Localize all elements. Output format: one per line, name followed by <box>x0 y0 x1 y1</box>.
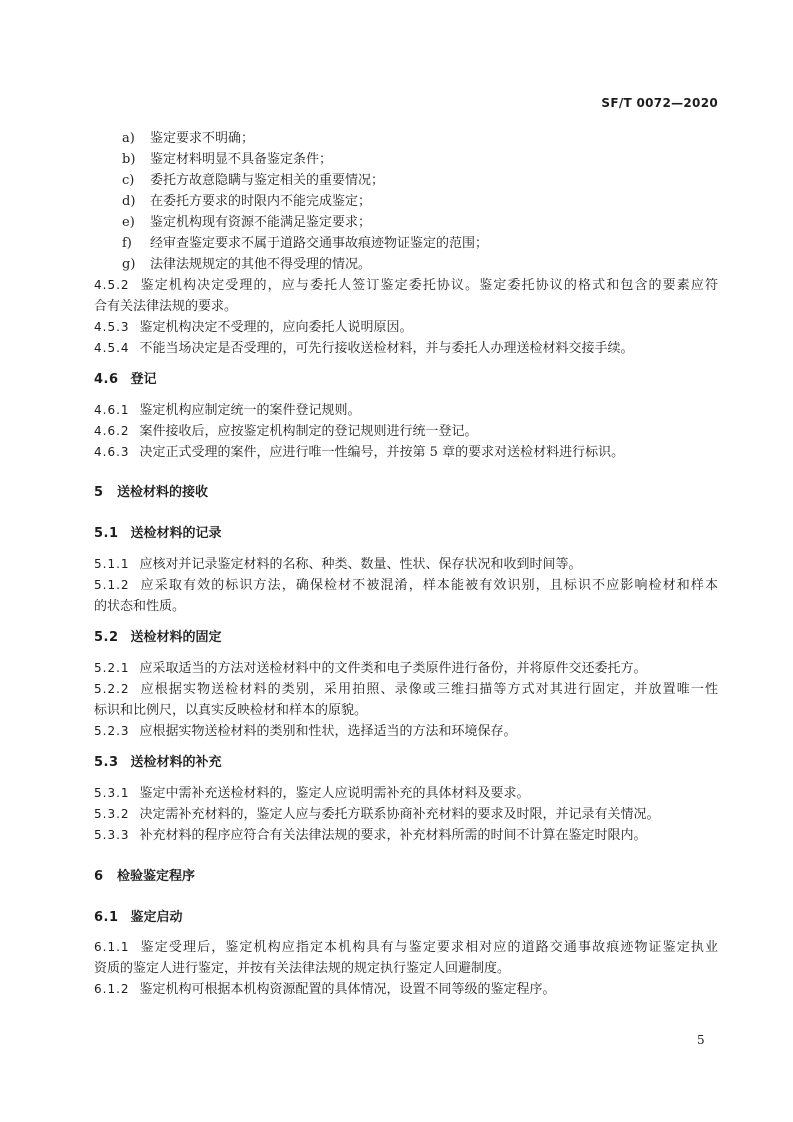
section-number: 5.3 <box>94 755 119 770</box>
clause-4-6-3 <box>94 442 718 463</box>
clause-text: 应核对并记录鉴定材料的名称、种类、数量、性状、保存状况和收到时间等。 <box>139 557 582 572</box>
clause-line: 的状态和性质。 <box>94 599 186 614</box>
clause-number: 4.5.3 <box>94 320 130 334</box>
clause-line <box>94 783 718 804</box>
section-number: 5.1 <box>94 526 119 541</box>
clause-number: 4.6.3 <box>94 445 130 459</box>
clause-number: 4.6.2 <box>94 424 130 438</box>
clause-number: 6.1.2 <box>94 982 130 996</box>
clause-line <box>94 338 718 359</box>
clause-line <box>94 400 718 421</box>
clause-5-3-3 <box>94 825 718 846</box>
clause-4-6-1 <box>94 400 718 421</box>
clause-line <box>94 317 718 338</box>
clause-text: 鉴定机构决定不受理的，应向委托人说明原因。 <box>139 320 413 335</box>
clause-text: 鉴定机构可根据本机构资源配置的具体情况，设置不同等级的鉴定程序。 <box>139 982 556 997</box>
list-item-label: g) <box>122 257 136 272</box>
clause-line <box>94 658 718 679</box>
section-number: 6.1 <box>94 910 119 925</box>
list-item-text: 经审查鉴定要求不属于道路交通事故痕迹物证鉴定的范围； <box>150 236 489 251</box>
list-item <box>122 212 718 233</box>
clause-text: 决定需补充材料的，鉴定人应与委托方联系协商补充材料的要求及时限，并记录有关情况。 <box>139 807 660 822</box>
clause-number: 5.3.1 <box>94 786 130 800</box>
list-item-text: 鉴定机构现有资源不能满足鉴定要求； <box>150 215 372 230</box>
clause-number: 4.5.4 <box>94 341 130 355</box>
clause-5-3-1 <box>94 783 718 804</box>
chapter-title: 送检材料的接收 <box>117 485 209 500</box>
clause-text: 决定正式受理的案件，应进行唯一性编号，并按第 5 章的要求对送检材料进行标识。 <box>139 445 625 460</box>
clause-text: 鉴定受理后，鉴定机构应指定本机构具有与鉴定要求相对应的道路交通事故痕迹物证鉴定执业 <box>139 940 718 955</box>
list-item-label: a) <box>122 131 135 146</box>
clause-number: 6.1.1 <box>94 940 130 954</box>
chapter-title: 检验鉴定程序 <box>117 869 196 884</box>
clause-text: 补充材料的程序应符合有关法律法规的要求，补充材料所需的时间不计算在鉴定时限内。 <box>139 828 647 843</box>
standard-number-header: SF/T 0072—2020 <box>601 96 718 110</box>
clause-4-5-3 <box>94 317 718 338</box>
section-heading-5-3 <box>94 752 718 773</box>
clause-text: 应根据实物送检材料的类别和性状，选择适当的方法和环境保存。 <box>139 724 517 739</box>
clause-line <box>94 825 718 846</box>
clause-5-2-3 <box>94 721 718 742</box>
clause-text: 鉴定中需补充送检材料的，鉴定人应说明需补充的具体材料及要求。 <box>139 786 530 801</box>
section-title: 送检材料的固定 <box>130 630 222 645</box>
list-item-text: 鉴定材料明显不具备鉴定条件； <box>150 152 333 167</box>
list-item-label: c) <box>122 173 135 188</box>
list-item-text: 委托方故意隐瞒与鉴定相关的重要情况； <box>150 173 385 188</box>
clause-line: 标识和比例尺，以真实反映检材和样本的原貌。 <box>94 703 368 718</box>
clause-line <box>94 804 718 825</box>
list-item <box>122 170 718 191</box>
section-heading-6-1 <box>94 907 718 928</box>
clause-number: 5.2.3 <box>94 724 130 738</box>
clause-line: 合有关法律法规的要求。 <box>94 299 238 314</box>
clause-line <box>94 421 718 442</box>
clause-number: 5.1.2 <box>94 578 130 592</box>
clause-number: 4.5.2 <box>94 278 130 292</box>
list-item <box>122 233 718 254</box>
section-title: 送检材料的记录 <box>130 526 222 541</box>
clause-line <box>94 442 718 463</box>
section-number: 4.6 <box>94 372 119 387</box>
clause-line: 资质的鉴定人进行鉴定，并按有关法律法规的规定执行鉴定人回避制度。 <box>94 961 511 976</box>
list-item-label: d) <box>122 194 136 209</box>
clause-line <box>94 721 718 742</box>
list-item <box>122 149 718 170</box>
chapter-number: 5 <box>94 485 104 500</box>
clause-5-2-2 <box>94 679 718 721</box>
clause-line <box>94 554 718 575</box>
clause-5-2-1 <box>94 658 718 679</box>
list-item-label: e) <box>122 215 135 230</box>
section-title: 鉴定启动 <box>130 910 183 925</box>
clause-6-1-1 <box>94 937 718 979</box>
list-item-label: b) <box>122 152 136 167</box>
clause-5-1-2 <box>94 575 718 617</box>
clause-line <box>94 679 718 700</box>
section-heading-5-2 <box>94 627 718 648</box>
clause-4-6-2 <box>94 421 718 442</box>
page-number: 5 <box>697 1033 705 1047</box>
clause-number: 5.1.1 <box>94 557 130 571</box>
clause-number: 5.3.3 <box>94 828 130 842</box>
list-item-text: 法律法规规定的其他不得受理的情况。 <box>150 257 372 272</box>
section-number: 5.2 <box>94 630 119 645</box>
list-item <box>122 191 718 212</box>
clause-line <box>94 937 718 958</box>
list-item-text: 鉴定要求不明确； <box>150 131 255 146</box>
section-title: 送检材料的补充 <box>130 755 222 770</box>
clause-text: 应采取适当的方法对送检材料中的文件类和电子类原件进行备份，并将原件交还委托方。 <box>139 661 647 676</box>
clause-4-5-2 <box>94 275 718 317</box>
clause-line <box>94 275 718 296</box>
chapter-heading-5 <box>94 482 718 503</box>
clause-6-1-2 <box>94 979 718 1000</box>
list-item <box>122 128 718 149</box>
clause-text: 不能当场决定是否受理的，可先行接收送检材料，并与委托人办理送检材料交接手续。 <box>139 341 634 356</box>
clause-number: 5.3.2 <box>94 807 130 821</box>
list-item <box>122 254 718 275</box>
list-item-text: 在委托方要求的时限内不能完成鉴定； <box>150 194 372 209</box>
clause-number: 5.2.1 <box>94 661 130 675</box>
clause-4-5-4 <box>94 338 718 359</box>
section-title: 登记 <box>130 372 157 387</box>
clause-number: 5.2.2 <box>94 682 130 696</box>
clause-line <box>94 575 718 596</box>
clause-number: 4.6.1 <box>94 403 130 417</box>
chapter-heading-6 <box>94 866 718 887</box>
clause-text: 案件接收后，应按鉴定机构制定的登记规则进行统一登记。 <box>139 424 478 439</box>
section-heading-4-6 <box>94 369 718 390</box>
clause-text: 应采取有效的标识方法，确保检材不被混淆，样本能被有效识别，且标识不应影响检材和样本 <box>139 578 718 593</box>
clause-text: 应根据实物送检材料的类别，采用拍照、录像或三维扫描等方式对其进行固定，并放置唯一性 <box>139 682 718 697</box>
clause-5-1-1 <box>94 554 718 575</box>
list-item-label: f) <box>122 236 132 251</box>
section-heading-5-1 <box>94 523 718 544</box>
clause-line <box>94 979 718 1000</box>
chapter-number: 6 <box>94 869 104 884</box>
clause-text: 鉴定机构决定受理的，应与委托人签订鉴定委托协议。鉴定委托协议的格式和包含的要素应符 <box>139 278 718 293</box>
clause-text: 鉴定机构应制定统一的案件登记规则。 <box>139 403 361 418</box>
clause-5-3-2 <box>94 804 718 825</box>
